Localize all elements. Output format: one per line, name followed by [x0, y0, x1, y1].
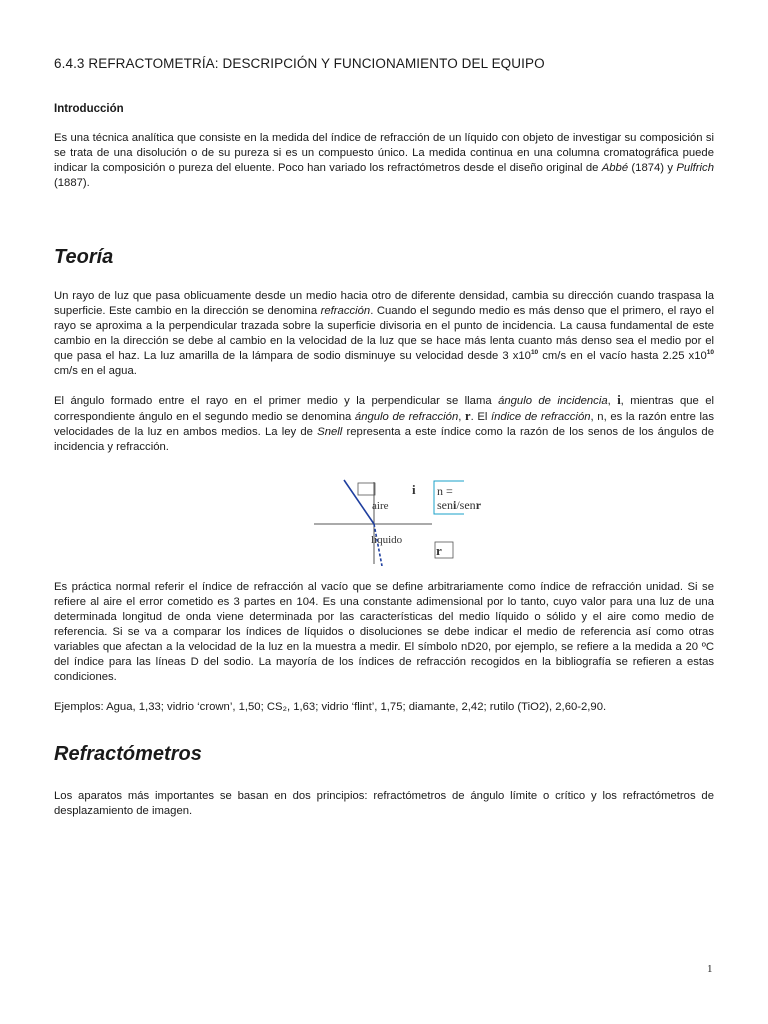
teoria-heading: Teoría	[54, 246, 114, 268]
teoria-paragraph-2: El ángulo formado entre el rayo en el primer medio y la perpendicular se llama ángulo de incidencia, i, mientras que el correspondiente ángulo en el segundo medio se denomina ángulo de refracción, r. El índice de refracción, n, es la razón entre las velocidades de la luz en ambos medios. La ley de Snell representa a este índice como la razón de los senos de los ángulos de incidencia y refracción.	[54, 393, 715, 453]
paragraph-3: Es práctica normal referir el índice de refracción al vacío que se define arbitrariamente como índice de refracción unidad. Si se refiere al aire el error cometido es 3 partes en 104. Es una constante adimensional por lo tanto, cuyo valor para una luz de una determinada longitud de onda viene determinada por las características del medio líquido o sólido y el aire como medio de referencia. Si se va a comparar los índices de líquidos o disoluciones se debe indicar el medio de referencia así como otras variables que afectan a la velocidad de la luz en la muestra a medir. El símbolo nD20, por ejemplo, se refiere a la medida a 20 ºC del índice para las líneas D del sodio. La mayoría de los índices de refracción recogidos en la bibliografía se refieren a estas condiciones.	[54, 581, 714, 683]
label-aire: aire	[372, 500, 389, 512]
section-heading: 6.4.3 REFRACTOMETRÍA: DESCRIPCIÓN Y FUNCIONAMIENTO DEL EQUIPO	[54, 56, 545, 71]
label-formula: seni/senr	[437, 498, 482, 512]
refractometros-paragraph: Los aparatos más importantes se basan en dos principios: refractómetros de ángulo límite o crítico y los refractómetros de desplazamiento de imagen.	[54, 790, 714, 817]
incident-ray	[344, 480, 374, 524]
label-i: i	[412, 482, 416, 497]
incidence-angle-box	[358, 483, 375, 495]
intro-title: Introducción	[54, 103, 124, 115]
teoria-paragraph-1: Un rayo de luz que pasa oblicuamente desde un medio hacia otro de diferente densidad, cambia su dirección cuando traspasa la superficie. Este cambio en la dirección se denomina refracción. Cuando el segundo medio es más denso que el primero, el rayo el rayo se aproxima a la perpendicular trazada sobre la superficie divisoria en el punto de incidencia. La causa fundamental de este cambio en la dirección se debe al cambio en la velocidad de la luz que se hace más lenta cuanto más denso sea el medio por el que pasa el haz. La luz amarilla de la lámpara de sodio disminuye su velocidad desde 3 $x10^{10}$ cm/s en el vacío hasta 2.25 $x10^{10}$ cm/s en el agua.	[54, 290, 714, 377]
label-n-equals: n =	[437, 484, 453, 498]
label-r: r	[436, 543, 442, 558]
refractometros-heading: Refractómetros	[54, 743, 202, 765]
label-liquido: líquido	[371, 534, 403, 546]
refraction-diagram	[314, 476, 482, 566]
intro-paragraph: Es una técnica analítica que consiste en la medida del índice de refracción de un líquido con objeto de investigar su composición si se trata de una disolución o de su pureza si es un compuesto único. La medida continua en una columna cromatográfica puede indicar la composición o pureza del eluente. Poco han variado los refractómetros desde el diseño original de Abbé (1874) y Pulfrich (1887).	[54, 132, 714, 189]
ejemplos-paragraph: Ejemplos: Agua, 1,33; vidrio ‘crown’, 1,50; CS₂, 1,63; vidrio ‘flint’, 1,75; diamante, 2,42; rutilo (TiO2), 2,60-2,90.	[54, 701, 607, 713]
page-number: 1	[707, 963, 713, 975]
